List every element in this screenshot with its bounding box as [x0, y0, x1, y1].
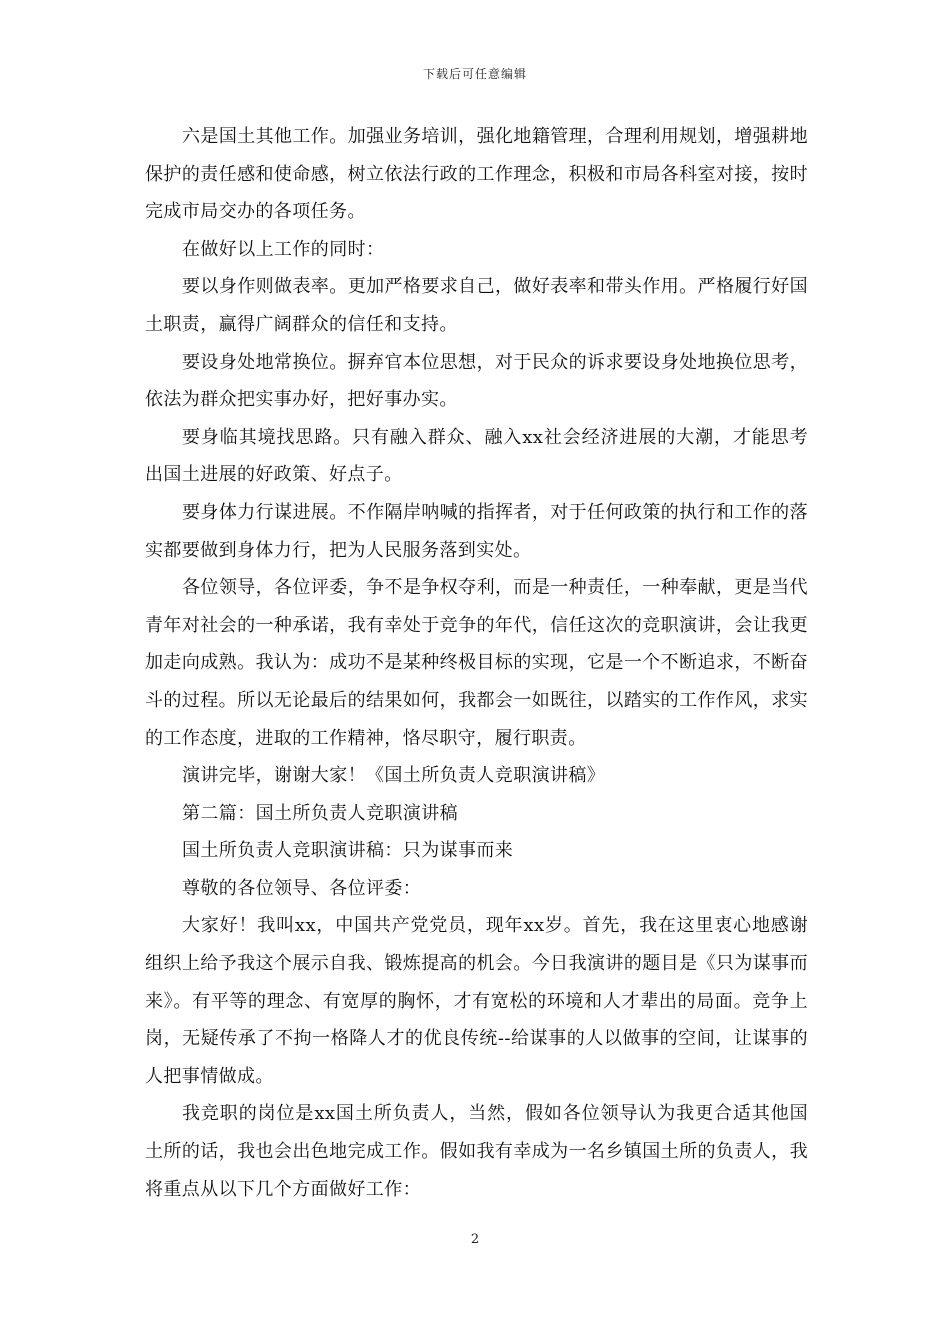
paragraph: 六是国土其他工作。加强业务培训，强化地籍管理，合理利用规划，增强耕地保护的责任感和使命感，树立依法行政的工作理念，积极和市局各科室对接，按时完成市局交办的各项任务。 [145, 126, 808, 223]
paragraph: 在做好以上工作的同时： [182, 238, 385, 260]
section-heading: 第二篇：国土所负责人竞职演讲稿 [182, 802, 458, 824]
paragraph: 要身体力行谋进展。不作隔岸呐喊的指挥者，对于任何政策的执行和工作的落实都要做到身体力行，把为人民服务落到实处。 [145, 501, 808, 561]
paragraph: 我竞职的岗位是xx国土所负责人，当然，假如各位领导认为我更合适其他国土所的话，我也会出色地完成工作。假如我有幸成为一名乡镇国土所的负责人，我将重点从以下几个方面做好工作： [145, 1103, 808, 1200]
paragraph: 要以身作则做表率。更加严格要求自己，做好表率和带头作用。严格履行好国土职责，赢得广阔群众的信任和支持。 [145, 276, 808, 335]
paragraph: 演讲完毕，谢谢大家！《国土所负责人竞职演讲稿》 [182, 765, 606, 787]
page-header: 下载后可任意编辑 [422, 67, 527, 81]
document-body [145, 118, 808, 1208]
salutation: 尊敬的各位领导、各位评委： [182, 877, 422, 899]
paragraph: 各位领导，各位评委，争不是争权夺利，而是一种责任，一种奉献，更是当代青年对社会的一种承诺，我有幸处于竞争的年代，信任这次的竞职演讲，会让我更加走向成熟。我认为：成功不是某种终极目标的实现，它是一个不断追求，不断奋斗的过程。所以无论最后的结果如何，我都会一如既往，以踏实的工作作风，求实的工作态度，进取的工作精神，恪尽职守，履行职责。 [145, 577, 808, 749]
speech-title: 国土所负责人竞职演讲稿：只为谋事而来 [182, 840, 514, 862]
paragraph: 大家好！我叫xx，中国共产党党员，现年xx岁。首先，我在这里衷心地感谢组织上给予我这个展示自我、锻炼提高的机会。今日我演讲的题目是《只为谋事而来》。有平等的理念、有宽厚的胸怀，才有宽松的环境和人才辈出的局面。竞争上岗，无疑传承了不拘一格降人才的优良传统--给谋事的人以做事的空间，让谋事的人把事情做成。 [145, 915, 808, 1087]
paragraph: 要设身处地常换位。摒弃官本位思想，对于民众的诉求要设身处地换位思考，依法为群众把实事办好，把好事办实。 [145, 351, 808, 411]
paragraph: 要身临其境找思路。只有融入群众、融入xx社会经济进展的大潮，才能思考出国土进展的好政策、好点子。 [145, 426, 808, 486]
page-number: 2 [470, 1232, 480, 1247]
